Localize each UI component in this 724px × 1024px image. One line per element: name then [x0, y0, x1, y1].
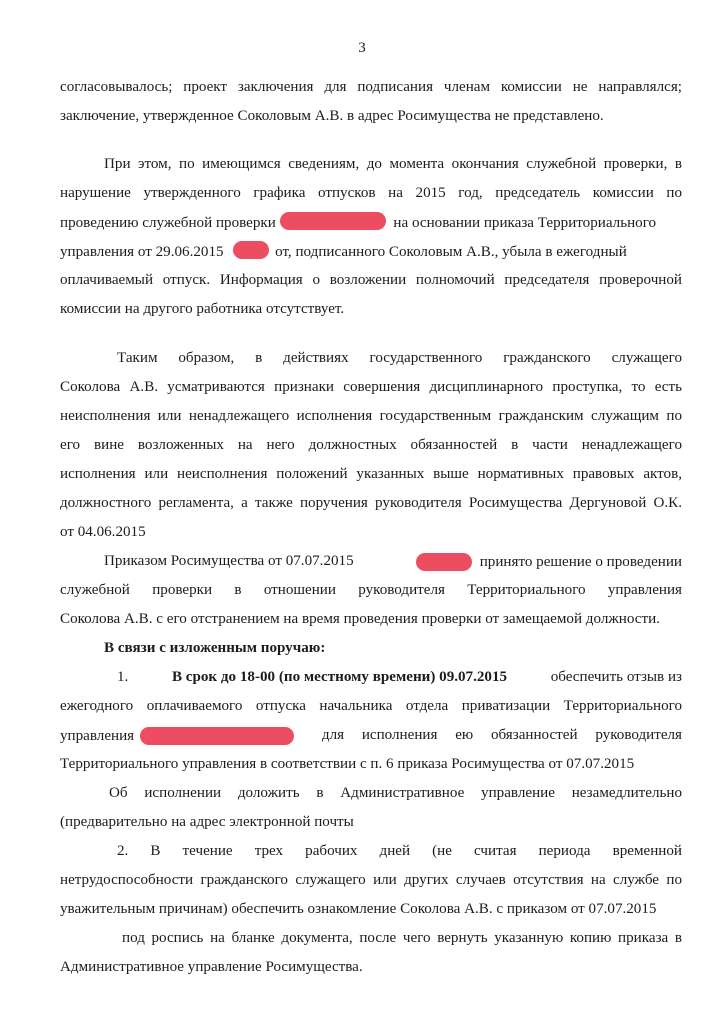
- text-line: исполнения или неисполнения положений указанных выше нормативных правовых актов,: [60, 466, 682, 482]
- text-line: нарушение утвержденного графика отпусков на 2015 год, председатель комиссии по: [60, 185, 682, 201]
- redaction-mark: [416, 553, 472, 571]
- deadline-text: В срок до 18-00 (по местному времени) 09.07.2015: [171, 669, 508, 685]
- text-line: его вине возложенных на него должностных обязанностей в части ненадлежащего: [60, 437, 682, 453]
- redaction-mark: [280, 212, 386, 230]
- text-line: [60, 212, 682, 234]
- paragraph-start: При этом, по имеющимся сведениям, до момента окончания служебной проверки, в: [104, 156, 682, 172]
- text-fragment: для исполнения ею обязанностей руководителя: [321, 727, 682, 743]
- section-heading: В связи с изложенным поручаю:: [104, 640, 326, 656]
- text-line: комиссии на другого работника отсутствует.: [60, 301, 345, 317]
- text-line: уважительным причинам) обеспечить ознакомление Соколова А.В. с приказом от 07.07.2015: [60, 901, 657, 917]
- text-line: под роспись на бланке документа, после чего вернуть указанную копию приказа в: [122, 930, 682, 946]
- text-line: служебной проверки в отношении руководителя Территориального управления: [60, 582, 682, 598]
- text-fragment: от, подписанного Соколовым А.В., убыла в ежегодный: [275, 244, 627, 260]
- text-line: (предварительно на адрес электронной почты: [60, 814, 354, 830]
- text-fragment: проведению служебной проверки: [60, 215, 276, 231]
- paragraph-start: Таким образом, в действиях государственного гражданского служащего: [117, 350, 682, 366]
- redaction-mark: [233, 241, 269, 259]
- text-fragment: на основании приказа Территориального: [393, 215, 657, 231]
- text-line: неисполнения или ненадлежащего исполнения государственным гражданским служащим по: [60, 408, 682, 424]
- text-line: оплачиваемый отпуск. Информация о возложении полномочий председателя проверочной: [60, 272, 682, 288]
- text-fragment: обеспечить отзыв из: [550, 669, 682, 685]
- text-line: Соколова А.В. с его отстранением на время проведения проверки от замещаемой должности.: [60, 611, 660, 627]
- paragraph-start: Об исполнении доложить в Административное управление незамедлительно: [109, 785, 682, 801]
- text-line: ежегодного оплачиваемого отпуска начальника отдела приватизации Территориального: [60, 698, 682, 714]
- text-line: [60, 241, 682, 263]
- text-line: Административное управление Росимущества.: [60, 959, 363, 975]
- list-item-2: 2. В течение трех рабочих дней (не считая периода временной: [117, 843, 682, 859]
- list-number: 1.: [117, 669, 129, 685]
- text-line: нетрудоспособности гражданского служащего или других случаев отсутствия на службе по: [60, 872, 682, 888]
- text-line: [60, 725, 682, 747]
- text-line: Соколова А.В. усматриваются признаки совершения дисциплинарного проступка, то есть: [60, 379, 682, 395]
- text-fragment: управления от 29.06.2015: [60, 244, 224, 260]
- text-line: Территориального управления в соответствии с п. 6 приказа Росимущества от 07.07.2015: [60, 756, 635, 772]
- text-line: от 04.06.2015: [60, 524, 146, 540]
- list-item-1: [117, 667, 682, 689]
- text-fragment: принято решение о проведении: [479, 554, 682, 570]
- text-fragment: Приказом Росимущества от 07.07.2015: [104, 553, 354, 569]
- text-line: заключение, утвержденное Соколовым А.В. в адрес Росимущества не представлено.: [60, 108, 604, 124]
- redaction-mark: [140, 727, 294, 745]
- page-number: 3: [358, 40, 366, 56]
- paragraph-start: [104, 551, 682, 573]
- text-line: должностного регламента, а также поручения руководителя Росимущества Дергуновой О.К.: [60, 495, 682, 511]
- text-fragment: управления: [60, 728, 135, 744]
- text-line: согласовывалось; проект заключения для подписания членам комиссии не направлялся;: [60, 79, 682, 95]
